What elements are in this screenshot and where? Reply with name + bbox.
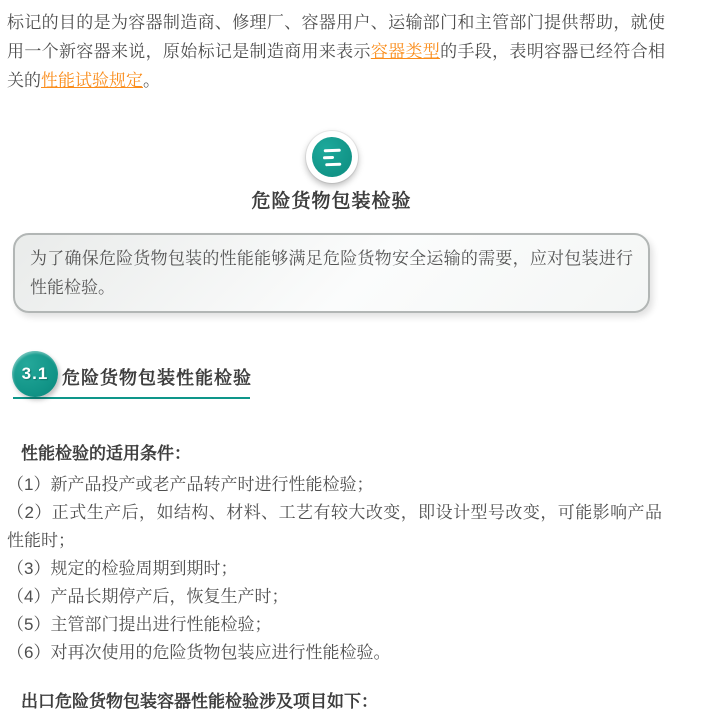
link-performance-test-rules[interactable]: 性能试验规定 bbox=[41, 71, 143, 90]
section-title: 危险货物包装性能检验 bbox=[62, 368, 252, 388]
list-item: （1）新产品投产或老产品转产时进行性能检验； bbox=[7, 475, 374, 494]
list-item: （3）规定的检验周期到期时； bbox=[7, 559, 238, 578]
chapter-three-glyph bbox=[311, 136, 352, 177]
conditions-list bbox=[7, 471, 662, 667]
intro-paragraph bbox=[7, 8, 665, 95]
list-item: （2）正式生产后，如结构、材料、工艺有较大改变，即设计型号改变，可能影响产品性能时； bbox=[7, 503, 662, 550]
intro-text-1: 标记的目的是为容器制造商、修理厂、容器用户、运输部门和主管部门提供帮助，就使用一个新容器来说，原始标记是制造商用来表示 bbox=[7, 13, 665, 61]
list-item: （5）主管部门提出进行性能检验； bbox=[7, 615, 272, 634]
conditions-heading: 性能检验的适用条件： bbox=[21, 444, 191, 463]
glyph-stroke bbox=[325, 162, 341, 166]
glyph-stroke bbox=[322, 155, 333, 158]
list-item: （4）产品长期停产后，恢复生产时； bbox=[7, 587, 289, 606]
list-item: （6）对再次使用的危险货物包装应进行性能检验。 bbox=[7, 643, 391, 662]
section-number: 3.1 bbox=[21, 364, 49, 383]
section-header bbox=[0, 351, 663, 403]
intro-text-3: 。 bbox=[143, 71, 160, 90]
note-text: 为了确保危险货物包装的性能能够满足危险货物安全运输的需要，应对包装进行性能检验。 bbox=[30, 249, 633, 297]
chapter-title: 危险货物包装检验 bbox=[251, 191, 412, 212]
intro-text-2: 的手段，表明容器已经符合相关的 bbox=[7, 42, 666, 90]
export-items-heading: 出口危险货物包装容器性能检验涉及项目如下： bbox=[21, 692, 378, 711]
section-underline bbox=[13, 397, 250, 399]
glyph-stroke bbox=[323, 148, 340, 152]
link-container-type[interactable]: 容器类型 bbox=[370, 42, 441, 61]
section-number-badge bbox=[12, 351, 58, 397]
note-box bbox=[13, 233, 650, 313]
chapter-three-icon bbox=[306, 131, 358, 183]
